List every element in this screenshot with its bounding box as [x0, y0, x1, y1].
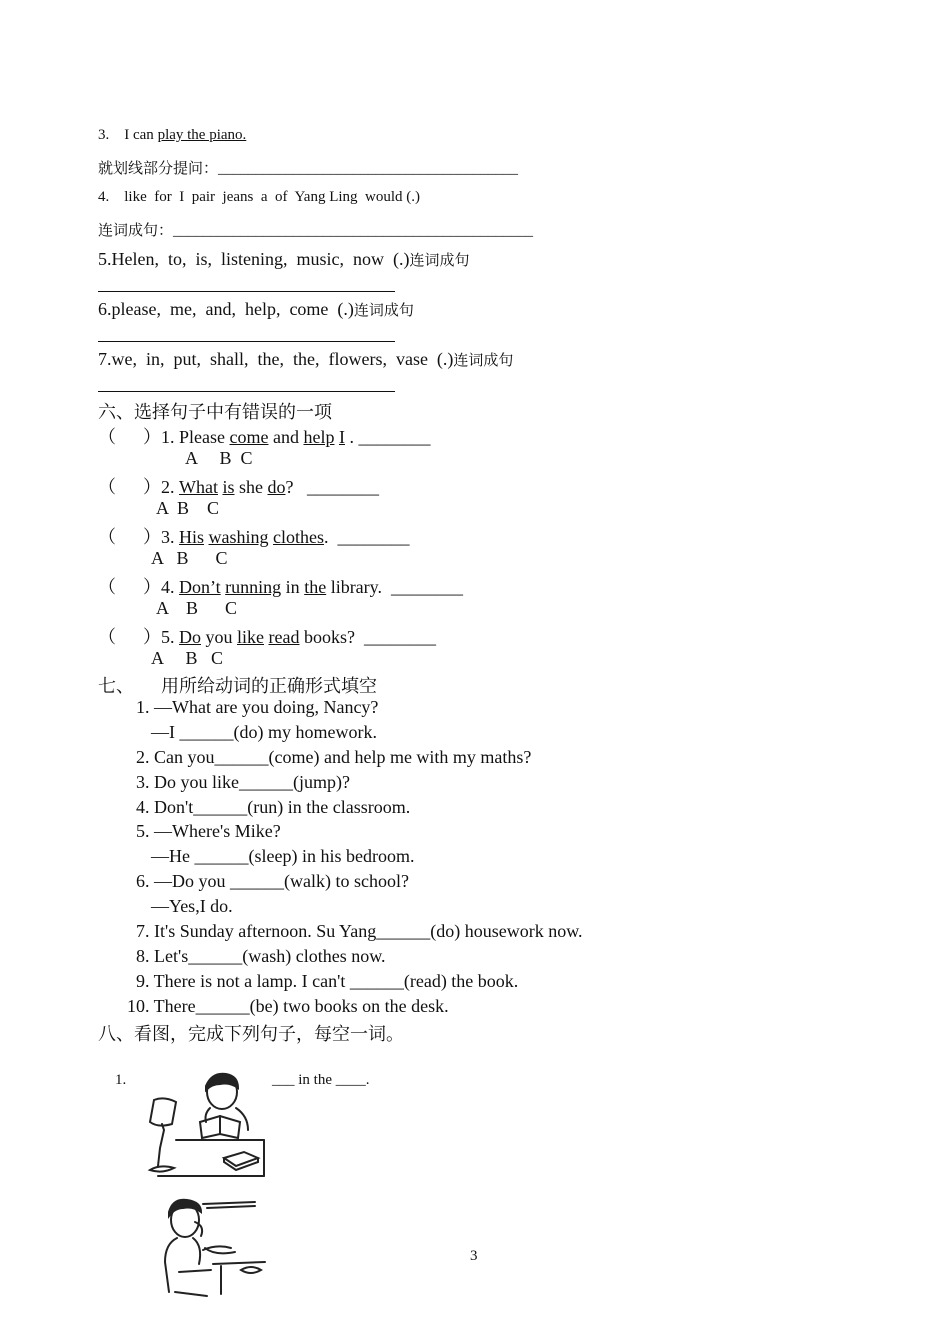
item-number: 3. — [161, 527, 175, 547]
part6-item-3 — [98, 523, 410, 549]
q5-answer-blank[interactable] — [98, 291, 395, 292]
man-eating-picture — [155, 1192, 270, 1304]
q7-answer-blank[interactable] — [98, 391, 395, 392]
part6-item-1-labels: A B C — [185, 448, 253, 468]
part6-item-1 — [98, 423, 430, 449]
part7-line: 5. —Where's Mike? — [136, 821, 281, 841]
part7-line: 8. Let's______(wash) clothes now. — [136, 946, 386, 966]
q6-words: 6.please, me, and, help, come (.) — [98, 299, 354, 319]
q3-underlined-phrase: play the piano. — [157, 127, 247, 143]
answer-blank[interactable]: ________ — [363, 627, 436, 647]
item-number: 4. — [161, 577, 175, 597]
q5-line — [98, 249, 469, 270]
answer-paren[interactable]: （ ） — [98, 627, 161, 647]
q4-words: like for I pair jeans a of Yang Ling would (.) — [124, 189, 421, 205]
answer-paren[interactable]: （ ） — [98, 477, 161, 497]
option-a: come — [229, 427, 269, 447]
q6-line — [98, 299, 414, 320]
item-text: ? — [285, 477, 307, 497]
part7-line: 3. Do you like______(jump)? — [136, 772, 350, 792]
answer-paren[interactable]: （ ） — [98, 527, 161, 547]
item-text: . — [344, 427, 359, 447]
item-number: 1. — [161, 427, 175, 447]
option-c: clothes — [273, 527, 325, 547]
part7-line: 2. Can you______(come) and help me with my maths? — [136, 747, 532, 767]
part8-q1-sentence: ___ in the ____. — [272, 1072, 370, 1088]
part7-line: —He ______(sleep) in his bedroom. — [151, 846, 415, 866]
part6-item-4 — [98, 573, 463, 599]
q3-answer-blank[interactable]: ________________________________________ — [218, 161, 519, 177]
part6-item-2 — [98, 473, 379, 499]
q6-answer-blank[interactable] — [98, 341, 395, 342]
part6-item-5 — [98, 623, 436, 649]
item-text: and — [268, 427, 304, 447]
q6-tag: 连词成句 — [353, 303, 414, 319]
q3-number: 3. — [98, 127, 110, 143]
option-a: What — [179, 477, 218, 497]
q4-answer-line — [98, 219, 533, 240]
answer-blank[interactable]: ________ — [358, 427, 431, 447]
part8-q1-number: 1. — [115, 1072, 127, 1088]
q4-answer-blank[interactable]: ________________________________________________ — [173, 223, 534, 239]
q7-words: 7.we, in, put, shall, the, the, flowers, vase (.) — [98, 349, 454, 369]
option-b: like — [237, 627, 264, 647]
q5-words: 5.Helen, to, is, listening, music, now (.) — [98, 249, 410, 269]
q5-tag: 连词成句 — [409, 253, 470, 269]
page-number: 3 — [470, 1248, 478, 1264]
item-text: in — [281, 577, 305, 597]
q3-prefix: I can — [124, 127, 158, 143]
part6-item-2-labels: A B C — [156, 498, 220, 518]
option-b: help — [303, 427, 335, 447]
q4-number: 4. — [98, 189, 110, 205]
part7-line: 1. —What are you doing, Nancy? — [136, 697, 379, 717]
part7-line: 9. There is not a lamp. I can't ______(read) the book. — [136, 971, 519, 991]
item-text: Please — [179, 427, 230, 447]
option-c: read — [268, 627, 300, 647]
part7-line: —I ______(do) my homework. — [151, 722, 377, 742]
answer-paren[interactable]: （ ） — [98, 577, 161, 597]
option-c: the — [304, 577, 327, 597]
part7-line: 4. Don't______(run) in the classroom. — [136, 797, 411, 817]
part7-title: 七、 用所给动词的正确形式填空 — [98, 676, 377, 696]
item-text: library. — [326, 577, 391, 597]
answer-paren[interactable]: （ ） — [98, 427, 161, 447]
option-a: His — [179, 527, 205, 547]
option-c: I — [338, 427, 345, 447]
option-a: Do — [179, 627, 201, 647]
part7-line: 10. There______(be) two books on the desk. — [127, 996, 449, 1016]
item-text: books? — [299, 627, 364, 647]
q4-instruction: 连词成句： — [98, 223, 174, 239]
q7-tag: 连词成句 — [453, 353, 514, 369]
option-b: is — [222, 477, 235, 497]
boy-reading-picture — [140, 1068, 270, 1186]
item-text: you — [201, 627, 237, 647]
part7-line: 7. It's Sunday afternoon. Su Yang______(do) housework now. — [136, 921, 583, 941]
part6-item-4-labels: A B C — [156, 598, 238, 618]
option-a: Don’t — [179, 577, 221, 597]
answer-blank[interactable]: ________ — [337, 527, 410, 547]
item-text: . — [324, 527, 338, 547]
part6-item-5-labels: A B C — [151, 648, 224, 668]
item-text: she — [234, 477, 268, 497]
option-b: washing — [208, 527, 269, 547]
q3-instruction: 就划线部分提问： — [98, 161, 219, 177]
q3-line — [98, 127, 246, 144]
part6-item-3-labels: A B C — [151, 548, 228, 568]
q7-line — [98, 349, 513, 370]
item-number: 2. — [161, 477, 175, 497]
answer-blank[interactable]: ________ — [391, 577, 463, 597]
item-number: 5. — [161, 627, 175, 647]
part6-title: 六、选择句子中有错误的一项 — [98, 402, 332, 422]
q3-answer-line — [98, 157, 518, 178]
part8-title: 八、看图，完成下列句子，每空一词。 — [98, 1024, 404, 1044]
answer-blank[interactable]: ________ — [307, 477, 379, 497]
option-c: do — [267, 477, 286, 497]
q4-line — [98, 189, 420, 206]
part7-line: 6. —Do you ______(walk) to school? — [136, 871, 409, 891]
part7-line: —Yes,I do. — [151, 896, 233, 916]
option-b: running — [225, 577, 282, 597]
